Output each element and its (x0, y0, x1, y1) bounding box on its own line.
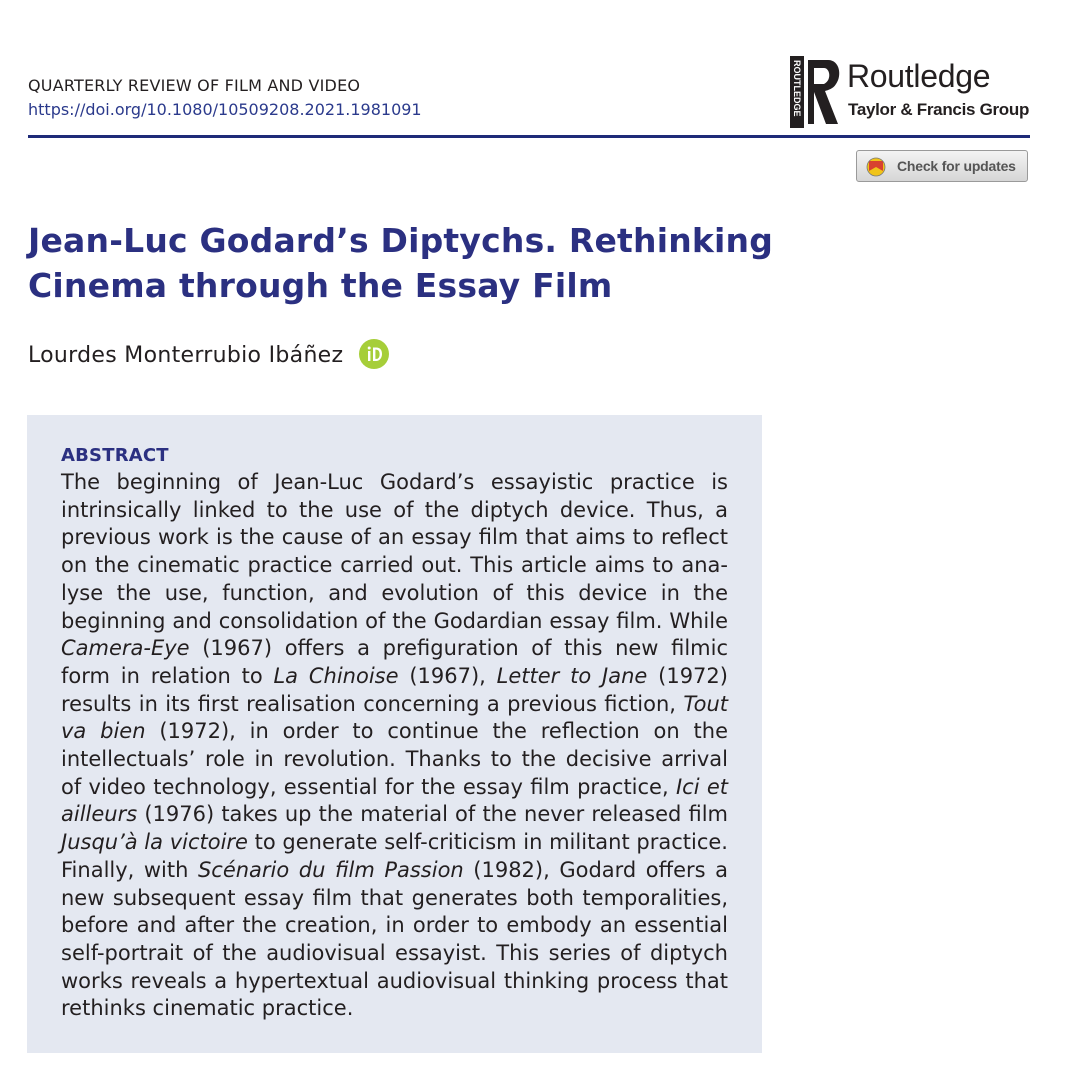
film-title: Letter to Jane (496, 663, 648, 688)
author-name: Lourdes Monterrubio Ibáñez (28, 343, 344, 368)
abstract-text: (1967) offers a prefiguration of this new filmic form in relation to (61, 636, 728, 688)
author-line (28, 343, 389, 369)
abstract-text: The beginning of Jean-Luc Godard’s essayistic practice is intrinsically linked to the use of the diptych device. Thus, a previous work is the cause of an essay film that aims to reflect on the cinematic practice carried out. This article aims to analyse the use, function, and evolution of this device in the beginning and consolidation of the Godardian essay film. While (61, 470, 728, 633)
routledge-emblem-icon (790, 56, 842, 128)
abstract-text: (1976) takes up the material of the never released film (137, 802, 728, 827)
abstract-text: (1967), (398, 663, 497, 688)
film-title: Tout va bien (61, 691, 728, 744)
film-title: Ici et ailleurs (61, 774, 728, 827)
film-title: Jusqu’à la victoire (61, 830, 248, 855)
film-title: Camera-Eye (61, 636, 190, 661)
publisher-logo (790, 56, 1035, 128)
film-title: La Chinoise (273, 663, 399, 688)
header-rule (28, 135, 1030, 138)
check-for-updates-label: Check for updates (897, 158, 1016, 174)
article-title: Jean-Luc Godard’s Diptychs. Rethinking Cinema through the Essay Film (28, 221, 774, 305)
abstract-text: (1982), Godard offers a new subsequent essay film that generates both temporalities, before and after the creation, in order to embody an essential self-portrait of the audiovisual essayist. This series of diptych works reveals a hypertextual audiovisual thinking process that rethinks cinematic practice. (61, 857, 728, 1021)
abstract-heading: ABSTRACT (61, 445, 169, 466)
doi-link[interactable]: https://doi.org/10.1080/10509208.2021.1981091 (28, 100, 422, 119)
abstract-text: to generate self-criticism in militant practice. Finally, with (61, 830, 728, 882)
journal-name: QUARTERLY REVIEW OF FILM AND VIDEO (28, 76, 361, 95)
vertical-brand-mark: ROUTLEDGE (792, 60, 802, 117)
crossmark-icon (865, 157, 887, 177)
abstract-text: (1972) results in its first realisation concerning a previous fiction, (61, 663, 728, 716)
film-title: Scénario du film Passion (197, 857, 464, 882)
publisher-group: Taylor & Francis Group (848, 100, 1030, 119)
orcid-icon[interactable] (359, 339, 389, 369)
abstract-text: (1972), in order to continue the reflection on the intellectuals’ role in revolution. Thanks to the decisive arrival of video technology, essential for the essay film practice, (61, 719, 728, 799)
abstract-box (27, 415, 762, 1053)
publisher-name: Routledge (847, 58, 991, 94)
check-for-updates-button[interactable] (856, 150, 1028, 182)
abstract-body (61, 469, 728, 1023)
